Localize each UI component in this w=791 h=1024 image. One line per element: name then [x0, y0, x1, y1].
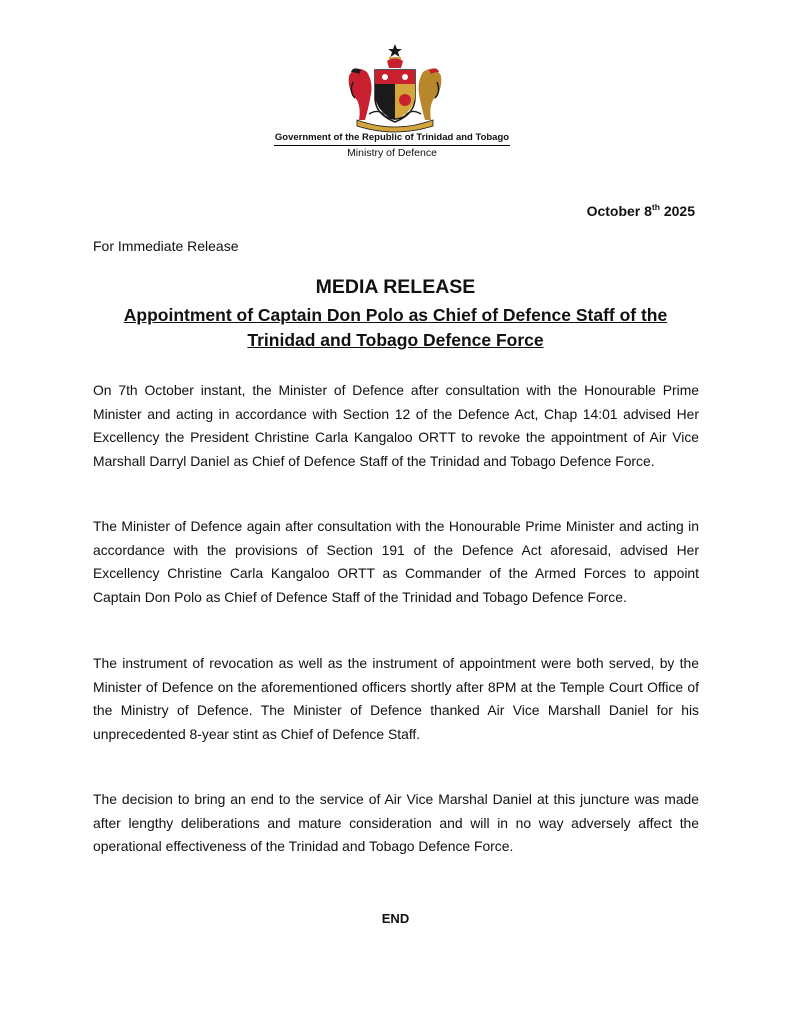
end-marker: END [381, 911, 410, 926]
body-paragraph: The instrument of revocation as well as the instrument of appointment were both served, by the Minister of Defence on the aforementioned officers shortly after 8PM at the Temple Court Office of the Ministry of Defence. The Minister of Defence thanked Air Vice Marshall Daniel for his unprecedented 8-year stint as Chief of Defence Staff. [93, 655, 699, 742]
body-paragraph: On 7th October instant, the Minister of Defence after consultation with the Honourable Prime Minister and acting in accordance with Section 12 of the Defence Act, Chap 14:01 advised Her Excellency the President Christine Carla Kangaloo ORTT to revoke the appointment of Air Vice Marshall Darryl Daniel as Chief of Defence Staff of the Trinidad and Tobago Defence Force. [93, 382, 699, 469]
date-month-day: October 8 [586, 203, 652, 219]
date-ordinal-suffix: th [651, 202, 660, 212]
page-subtitle: Appointment of Captain Don Polo as Chief of Defence Staff of the Trinidad and Tobago Defence Force [123, 305, 668, 350]
letterhead-government: Government of the Republic of Trinidad and Tobago [274, 132, 510, 143]
page-title: MEDIA RELEASE [315, 276, 476, 298]
coat-of-arms-emblem [339, 42, 451, 134]
release-status: For Immediate Release [93, 238, 239, 254]
body-paragraph: The Minister of Defence again after consultation with the Honourable Prime Minister and acting in accordance with the provisions of Section 191 of the Defence Act aforesaid, advised Her Excellency Christine Carla Kangaloo ORTT as Commander of the Armed Forces to appoint Captain Don Polo as Chief of Defence Staff of the Trinidad and Tobago Defence Force. [93, 518, 699, 605]
letterhead-divider [274, 145, 510, 146]
date-year: 2025 [659, 203, 695, 219]
letterhead-ministry: Ministry of Defence [347, 147, 437, 159]
body-paragraph: The decision to bring an end to the service of Air Vice Marshal Daniel at this juncture was made after lengthy deliberations and mature consideration and will in no way adversely affect the operational effectiveness of the Trinidad and Tobago Defence Force. [93, 791, 699, 854]
release-date [587, 203, 695, 219]
